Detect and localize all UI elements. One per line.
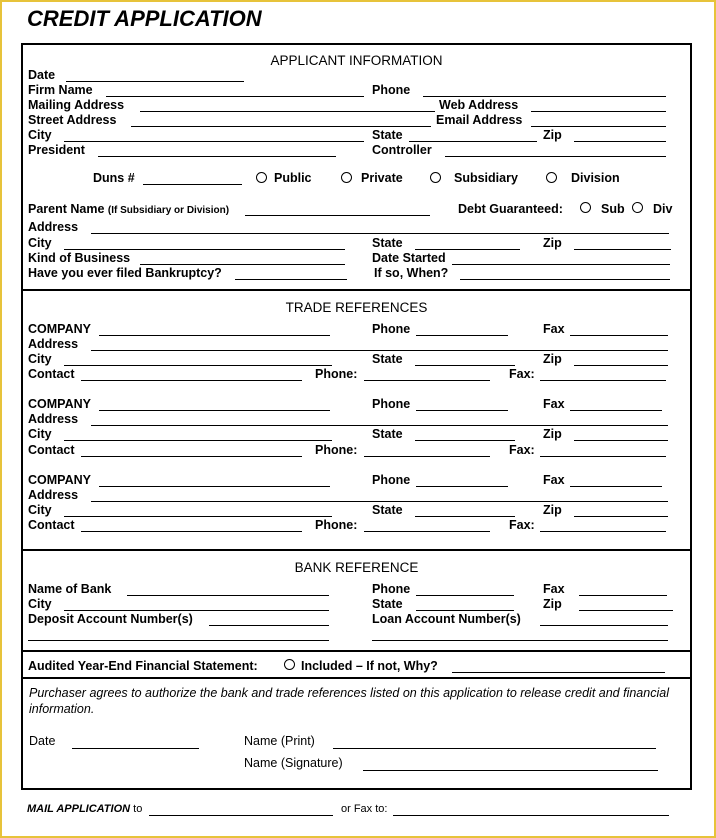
address-field[interactable] bbox=[91, 233, 669, 234]
city-label: City bbox=[28, 128, 52, 142]
street-address-field[interactable] bbox=[131, 126, 431, 127]
bank-fax-field[interactable] bbox=[579, 595, 667, 596]
audited-label: Audited Year-End Financial Statement: bbox=[28, 659, 258, 673]
parent-name-label bbox=[28, 202, 229, 216]
address1-field[interactable] bbox=[91, 350, 668, 351]
duns-label: Duns # bbox=[93, 171, 135, 185]
radio-division[interactable] bbox=[546, 172, 557, 183]
agreement-date-label: Date bbox=[29, 734, 56, 748]
city2-field[interactable] bbox=[64, 249, 345, 250]
address2-label: Address bbox=[28, 412, 79, 426]
radio-public[interactable] bbox=[256, 172, 267, 183]
or-fax-label: or Fax to: bbox=[341, 803, 388, 815]
loan-field-2[interactable] bbox=[372, 640, 668, 641]
trade-heading: TRADE REFERENCES bbox=[285, 300, 428, 315]
date-field[interactable] bbox=[66, 81, 244, 82]
fax-to-field[interactable] bbox=[393, 815, 669, 816]
controller-field[interactable] bbox=[445, 156, 666, 157]
address-label: Address bbox=[28, 220, 79, 234]
fax2-label: Fax bbox=[543, 397, 565, 411]
contact1-fax-field[interactable] bbox=[540, 380, 666, 381]
phone1-field[interactable] bbox=[416, 335, 508, 336]
state2-field[interactable] bbox=[415, 249, 520, 250]
agreement-text: Purchaser agrees to authorize the bank and trade references listed on this application to release credit and financial information. bbox=[29, 686, 669, 716]
web-address-field[interactable] bbox=[531, 111, 666, 112]
contact2-field[interactable] bbox=[81, 456, 302, 457]
bank-fax-label: Fax bbox=[543, 582, 565, 596]
bank-phone-label: Phone bbox=[372, 582, 411, 596]
parent-name-note: (If Subsidiary or Division) bbox=[107, 205, 230, 216]
fax1-label: Fax bbox=[543, 322, 565, 336]
contact1-field[interactable] bbox=[81, 380, 302, 381]
if-so-when-label: If so, When? bbox=[374, 266, 449, 280]
page-title: CREDIT APPLICATION bbox=[27, 6, 262, 31]
div-label: Div bbox=[653, 202, 673, 216]
company2-label: COMPANY bbox=[28, 397, 91, 411]
contact1-phone-field[interactable] bbox=[364, 380, 490, 381]
phone2-label: Phone bbox=[372, 397, 411, 411]
if-so-when-field[interactable] bbox=[460, 279, 670, 280]
date-started-field[interactable] bbox=[452, 264, 670, 265]
contact3-phone-field[interactable] bbox=[364, 531, 490, 532]
city2-ref-field[interactable] bbox=[64, 440, 332, 441]
company2-field[interactable] bbox=[99, 410, 330, 411]
zip-field[interactable] bbox=[574, 141, 666, 142]
agreement-section bbox=[21, 677, 692, 790]
city3-label: City bbox=[28, 503, 52, 517]
contact2-label: Contact bbox=[28, 443, 75, 457]
state-label: State bbox=[372, 128, 403, 142]
loan-label: Loan Account Number(s) bbox=[372, 612, 521, 626]
state1-field[interactable] bbox=[415, 365, 515, 366]
firm-name-field[interactable] bbox=[106, 96, 364, 97]
phone-label: Phone bbox=[372, 83, 411, 97]
sub-label: Sub bbox=[601, 202, 625, 216]
applicant-section bbox=[21, 43, 692, 291]
city2-ref-label: City bbox=[28, 427, 52, 441]
bankruptcy-field[interactable] bbox=[235, 279, 347, 280]
radio-div[interactable] bbox=[632, 202, 643, 213]
fax2-field[interactable] bbox=[570, 410, 662, 411]
public-label: Public bbox=[274, 171, 312, 185]
address2-field[interactable] bbox=[91, 425, 668, 426]
fax1-field[interactable] bbox=[570, 335, 668, 336]
state2-label: State bbox=[372, 236, 403, 250]
company1-field[interactable] bbox=[99, 335, 330, 336]
company3-field[interactable] bbox=[99, 486, 330, 487]
state-field[interactable] bbox=[409, 141, 537, 142]
parent-name-field[interactable] bbox=[245, 215, 430, 216]
zip-label: Zip bbox=[543, 128, 562, 142]
contact1-phone-label: Phone: bbox=[315, 367, 358, 381]
bank-zip-field[interactable] bbox=[579, 610, 673, 611]
phone2-field[interactable] bbox=[416, 410, 508, 411]
firm-name-label: Firm Name bbox=[28, 83, 93, 97]
agreement-date-field[interactable] bbox=[72, 748, 199, 749]
contact2-phone-field[interactable] bbox=[364, 456, 490, 457]
included-label: Included – If not, Why? bbox=[301, 659, 438, 673]
company3-label: COMPANY bbox=[28, 473, 91, 487]
zip1-label: Zip bbox=[543, 352, 562, 366]
applicant-heading: APPLICANT INFORMATION bbox=[270, 53, 443, 68]
contact3-phone-label: Phone: bbox=[315, 518, 358, 532]
audited-section bbox=[21, 650, 692, 679]
president-label: President bbox=[28, 143, 85, 157]
email-address-label: Email Address bbox=[436, 113, 523, 127]
loan-field-1[interactable] bbox=[540, 625, 668, 626]
mail-application-label bbox=[27, 803, 142, 815]
kind-of-business-field[interactable] bbox=[140, 264, 345, 265]
bank-heading: BANK REFERENCE bbox=[294, 560, 419, 575]
date-started-label: Date Started bbox=[372, 251, 446, 265]
contact3-fax-label: Fax: bbox=[509, 518, 535, 532]
date-label: Date bbox=[28, 68, 56, 82]
contact3-fax-field[interactable] bbox=[540, 531, 666, 532]
zip2-field[interactable] bbox=[574, 249, 671, 250]
company1-label: COMPANY bbox=[28, 322, 91, 336]
zip2-ref-label: Zip bbox=[543, 427, 562, 441]
contact2-phone-label: Phone: bbox=[315, 443, 358, 457]
city1-label: City bbox=[28, 352, 52, 366]
contact1-fax-label: Fax: bbox=[509, 367, 535, 381]
zip2-label: Zip bbox=[543, 236, 562, 250]
deposit-label: Deposit Account Number(s) bbox=[28, 612, 193, 626]
debt-guaranteed-label: Debt Guaranteed: bbox=[458, 202, 563, 216]
zip2-ref-field[interactable] bbox=[574, 440, 668, 441]
name-print-label: Name (Print) bbox=[244, 734, 315, 748]
phone1-label: Phone bbox=[372, 322, 411, 336]
zip1-field[interactable] bbox=[574, 365, 668, 366]
contact2-fax-label: Fax: bbox=[509, 443, 535, 457]
state2-ref-label: State bbox=[372, 427, 403, 441]
name-of-bank-label: Name of Bank bbox=[28, 582, 112, 596]
name-of-bank-field[interactable] bbox=[127, 595, 329, 596]
president-field[interactable] bbox=[98, 156, 336, 157]
phone3-field[interactable] bbox=[416, 486, 508, 487]
bank-state-field[interactable] bbox=[416, 610, 514, 611]
fax3-label: Fax bbox=[543, 473, 565, 487]
phone-field[interactable] bbox=[423, 96, 666, 97]
controller-label: Controller bbox=[372, 143, 432, 157]
contact3-field[interactable] bbox=[81, 531, 302, 532]
radio-subsidiary[interactable] bbox=[430, 172, 441, 183]
contact3-label: Contact bbox=[28, 518, 75, 532]
mailing-address-label: Mailing Address bbox=[28, 98, 125, 112]
mail-to-field[interactable] bbox=[149, 815, 333, 816]
bank-city-field[interactable] bbox=[64, 610, 329, 611]
mail-to-text: to bbox=[133, 803, 143, 815]
zip3-field[interactable] bbox=[574, 516, 668, 517]
deposit-field-2[interactable] bbox=[28, 640, 329, 641]
address1-label: Address bbox=[28, 337, 79, 351]
contact2-fax-field[interactable] bbox=[540, 456, 666, 457]
bank-city-label: City bbox=[28, 597, 52, 611]
name-signature-label: Name (Signature) bbox=[244, 756, 343, 770]
kind-of-business-label: Kind of Business bbox=[28, 251, 131, 265]
name-print-field[interactable] bbox=[333, 748, 656, 749]
radio-included[interactable] bbox=[284, 659, 295, 670]
contact1-label: Contact bbox=[28, 367, 75, 381]
bank-zip-label: Zip bbox=[543, 597, 562, 611]
address3-field[interactable] bbox=[91, 501, 668, 502]
state3-label: State bbox=[372, 503, 403, 517]
email-address-field[interactable] bbox=[531, 126, 666, 127]
address3-label: Address bbox=[28, 488, 79, 502]
duns-field[interactable] bbox=[143, 184, 242, 185]
division-label: Division bbox=[571, 171, 620, 185]
private-label: Private bbox=[361, 171, 403, 185]
city3-field[interactable] bbox=[64, 516, 332, 517]
included-why-field[interactable] bbox=[452, 672, 665, 673]
state2-ref-field[interactable] bbox=[415, 440, 515, 441]
mail-application-text: MAIL APPLICATION bbox=[27, 803, 131, 815]
trade-section bbox=[21, 289, 692, 551]
parent-name-text: Parent Name bbox=[28, 202, 105, 216]
city1-field[interactable] bbox=[64, 365, 332, 366]
city2-label: City bbox=[28, 236, 52, 250]
bank-section bbox=[21, 549, 692, 652]
bank-state-label: State bbox=[372, 597, 403, 611]
subsidiary-label: Subsidiary bbox=[454, 171, 518, 185]
mailing-address-field[interactable] bbox=[140, 111, 435, 112]
street-address-label: Street Address bbox=[28, 113, 117, 127]
bank-phone-field[interactable] bbox=[416, 595, 514, 596]
deposit-field-1[interactable] bbox=[209, 625, 329, 626]
state3-field[interactable] bbox=[415, 516, 515, 517]
bankruptcy-label: Have you ever filed Bankruptcy? bbox=[28, 266, 222, 280]
radio-sub[interactable] bbox=[580, 202, 591, 213]
city-field[interactable] bbox=[64, 141, 364, 142]
fax3-field[interactable] bbox=[570, 486, 662, 487]
state1-label: State bbox=[372, 352, 403, 366]
radio-private[interactable] bbox=[341, 172, 352, 183]
zip3-label: Zip bbox=[543, 503, 562, 517]
web-address-label: Web Address bbox=[439, 98, 519, 112]
phone3-label: Phone bbox=[372, 473, 411, 487]
name-signature-field[interactable] bbox=[363, 770, 658, 771]
